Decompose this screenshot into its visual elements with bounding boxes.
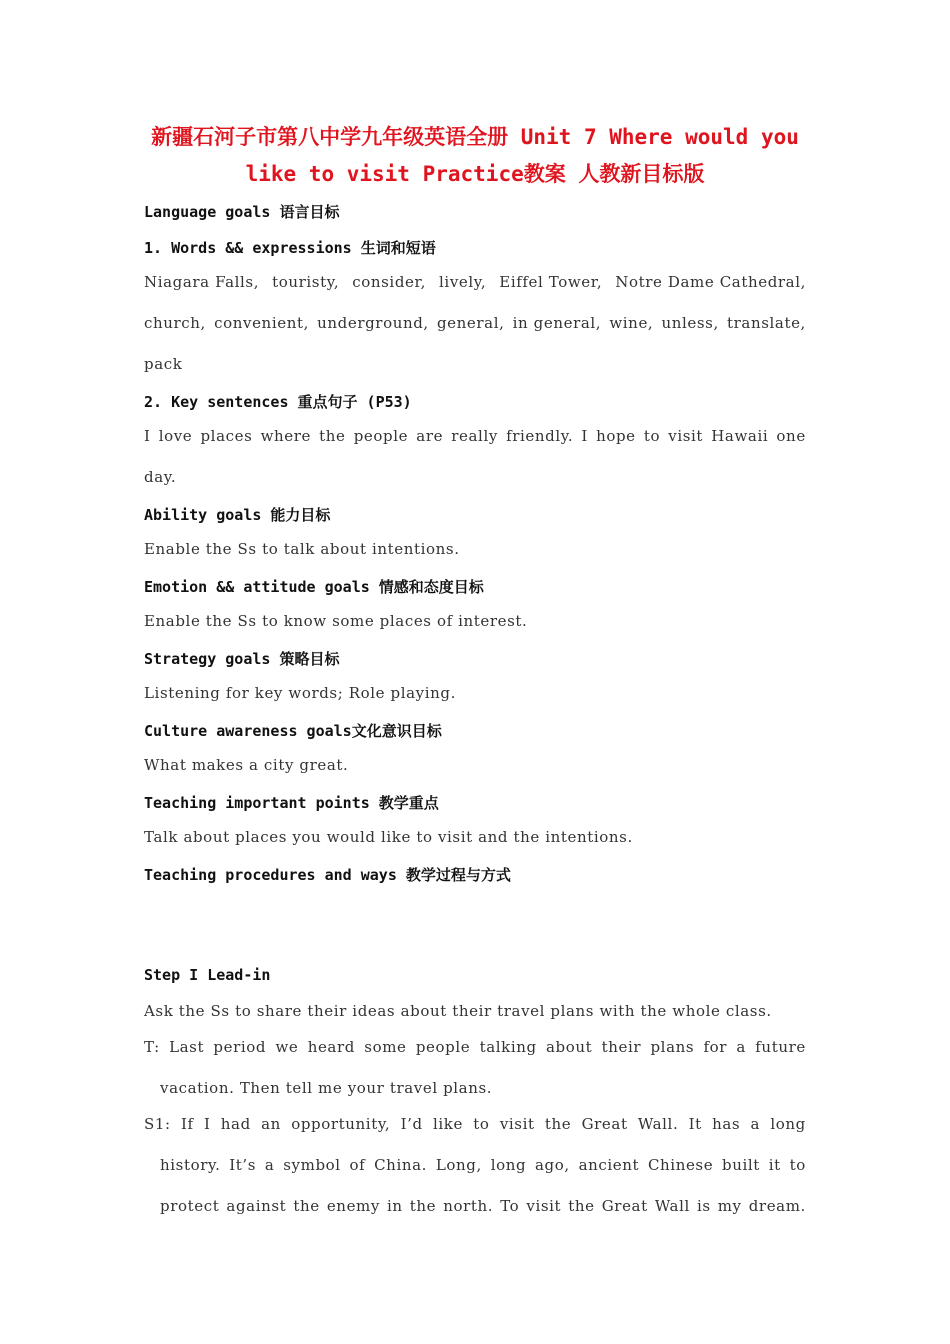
word: convenient,	[214, 314, 309, 332]
word: the	[293, 1197, 320, 1215]
words-line-1	[144, 273, 806, 291]
word: their	[601, 1038, 642, 1056]
word: a	[750, 1115, 761, 1133]
word: China.	[374, 1156, 428, 1174]
word: S1:	[144, 1115, 171, 1133]
word: If	[180, 1115, 194, 1133]
word: Great	[601, 1197, 648, 1215]
word: is	[696, 1197, 711, 1215]
word: I	[144, 427, 151, 445]
title-line-1: 新疆石河子市第八中学九年级英语全册 Unit 7 Where would you	[151, 125, 799, 149]
teacher-line-2: vacation. Then tell me your travel plans.	[160, 1079, 493, 1097]
strategy-goals-heading: Strategy goals 策略目标	[144, 650, 340, 668]
word: Chinese	[647, 1156, 714, 1174]
word: my	[717, 1197, 742, 1215]
word: lively,	[439, 273, 487, 291]
word: about	[546, 1038, 593, 1056]
word: touristy,	[272, 273, 340, 291]
word: like	[432, 1115, 463, 1133]
word: Wall.	[637, 1115, 679, 1133]
word: the	[409, 1197, 437, 1215]
word: places	[200, 427, 253, 445]
word: enemy	[326, 1197, 380, 1215]
word: underground,	[317, 314, 429, 332]
word: wine,	[609, 314, 654, 332]
word: visit	[668, 427, 704, 445]
student1-line-1	[144, 1115, 806, 1133]
word: are	[416, 427, 444, 445]
word: the	[568, 1197, 595, 1215]
word: Long,	[435, 1156, 482, 1174]
word: to	[789, 1156, 806, 1174]
word: Eiffel Tower,	[499, 273, 603, 291]
words-heading: 1. Words && expressions 生词和短语	[144, 239, 436, 257]
word: history.	[160, 1156, 221, 1174]
word: It’s	[229, 1156, 257, 1174]
procedures-heading: Teaching procedures and ways 教学过程与方式	[144, 866, 511, 884]
word: Last	[169, 1038, 205, 1056]
important-points-heading: Teaching important points 教学重点	[144, 794, 439, 812]
key-sentence-line-1	[144, 427, 806, 445]
word: visit	[526, 1197, 562, 1215]
word: ago,	[535, 1156, 570, 1174]
word: long	[770, 1115, 806, 1133]
word: heard	[307, 1038, 355, 1056]
word: in	[387, 1197, 403, 1215]
word: future	[755, 1038, 806, 1056]
important-points-text: Talk about places you would like to visit and the intentions.	[144, 828, 633, 846]
language-goals-heading: Language goals 语言目标	[144, 203, 340, 221]
word: in general,	[512, 314, 602, 332]
word: to	[643, 427, 661, 445]
word: a	[736, 1038, 746, 1056]
document-title	[130, 119, 820, 193]
word: protect	[160, 1197, 220, 1215]
word: the	[544, 1115, 572, 1133]
word: translate,	[727, 314, 806, 332]
word: T:	[144, 1038, 160, 1056]
step-1-heading: Step I Lead-in	[144, 966, 271, 984]
step-1-text: Ask the Ss to share their ideas about their travel plans with the whole class.	[144, 1002, 772, 1020]
culture-goals-heading: Culture awareness goals文化意识目标	[144, 722, 442, 740]
word: against	[226, 1197, 287, 1215]
word: a	[264, 1156, 275, 1174]
student1-line-3	[160, 1197, 806, 1215]
word: I	[581, 427, 588, 445]
word: for	[703, 1038, 728, 1056]
word: plans	[650, 1038, 695, 1056]
ability-goals-heading: Ability goals 能力目标	[144, 506, 331, 524]
word: it	[768, 1156, 781, 1174]
word: church,	[144, 314, 206, 332]
word: I	[203, 1115, 211, 1133]
word: one	[776, 427, 806, 445]
word: people	[415, 1038, 471, 1056]
word: unless,	[661, 314, 719, 332]
words-line-2	[144, 314, 806, 332]
strategy-goals-text: Listening for key words; Role playing.	[144, 684, 456, 702]
word: hope	[596, 427, 636, 445]
key-sentences-heading: 2. Key sentences 重点句子 (P53)	[144, 393, 412, 411]
word: dream.	[748, 1197, 806, 1215]
emotion-goals-heading: Emotion && attitude goals 情感和态度目标	[144, 578, 484, 596]
word: the	[319, 427, 346, 445]
word: people	[353, 427, 409, 445]
word: of	[349, 1156, 366, 1174]
student1-line-2	[160, 1156, 806, 1174]
word: had	[220, 1115, 251, 1133]
word: really	[451, 427, 498, 445]
word: consider,	[352, 273, 426, 291]
word: ancient	[578, 1156, 640, 1174]
words-line-3: pack	[144, 355, 183, 373]
title-line-2: like to visit Practice教案 人教新目标版	[245, 162, 705, 186]
culture-goals-text: What makes a city great.	[144, 756, 349, 774]
word: has	[712, 1115, 741, 1133]
word: To	[500, 1197, 520, 1215]
word: talking	[479, 1038, 537, 1056]
word: general,	[436, 314, 505, 332]
word: Wall	[654, 1197, 690, 1215]
word: long	[490, 1156, 527, 1174]
word: Notre Dame Cathedral,	[615, 273, 806, 291]
word: where	[260, 427, 311, 445]
ability-goals-text: Enable the Ss to talk about intentions.	[144, 540, 460, 558]
word: Great	[581, 1115, 628, 1133]
word: Hawaii	[711, 427, 769, 445]
emotion-goals-text: Enable the Ss to know some places of interest.	[144, 612, 528, 630]
word: period	[213, 1038, 267, 1056]
word: I’d	[400, 1115, 423, 1133]
key-sentence-line-2: day.	[144, 468, 177, 486]
word: visit	[499, 1115, 535, 1133]
word: some	[364, 1038, 407, 1056]
word: friendly.	[506, 427, 574, 445]
word: north.	[443, 1197, 494, 1215]
word: built	[722, 1156, 760, 1174]
teacher-line-1	[144, 1038, 806, 1056]
word: opportunity,	[291, 1115, 391, 1133]
word: love	[158, 427, 193, 445]
word: to	[473, 1115, 490, 1133]
word: an	[261, 1115, 281, 1133]
word: we	[275, 1038, 299, 1056]
word: Niagara Falls,	[144, 273, 260, 291]
word: It	[688, 1115, 702, 1133]
word: symbol	[283, 1156, 341, 1174]
